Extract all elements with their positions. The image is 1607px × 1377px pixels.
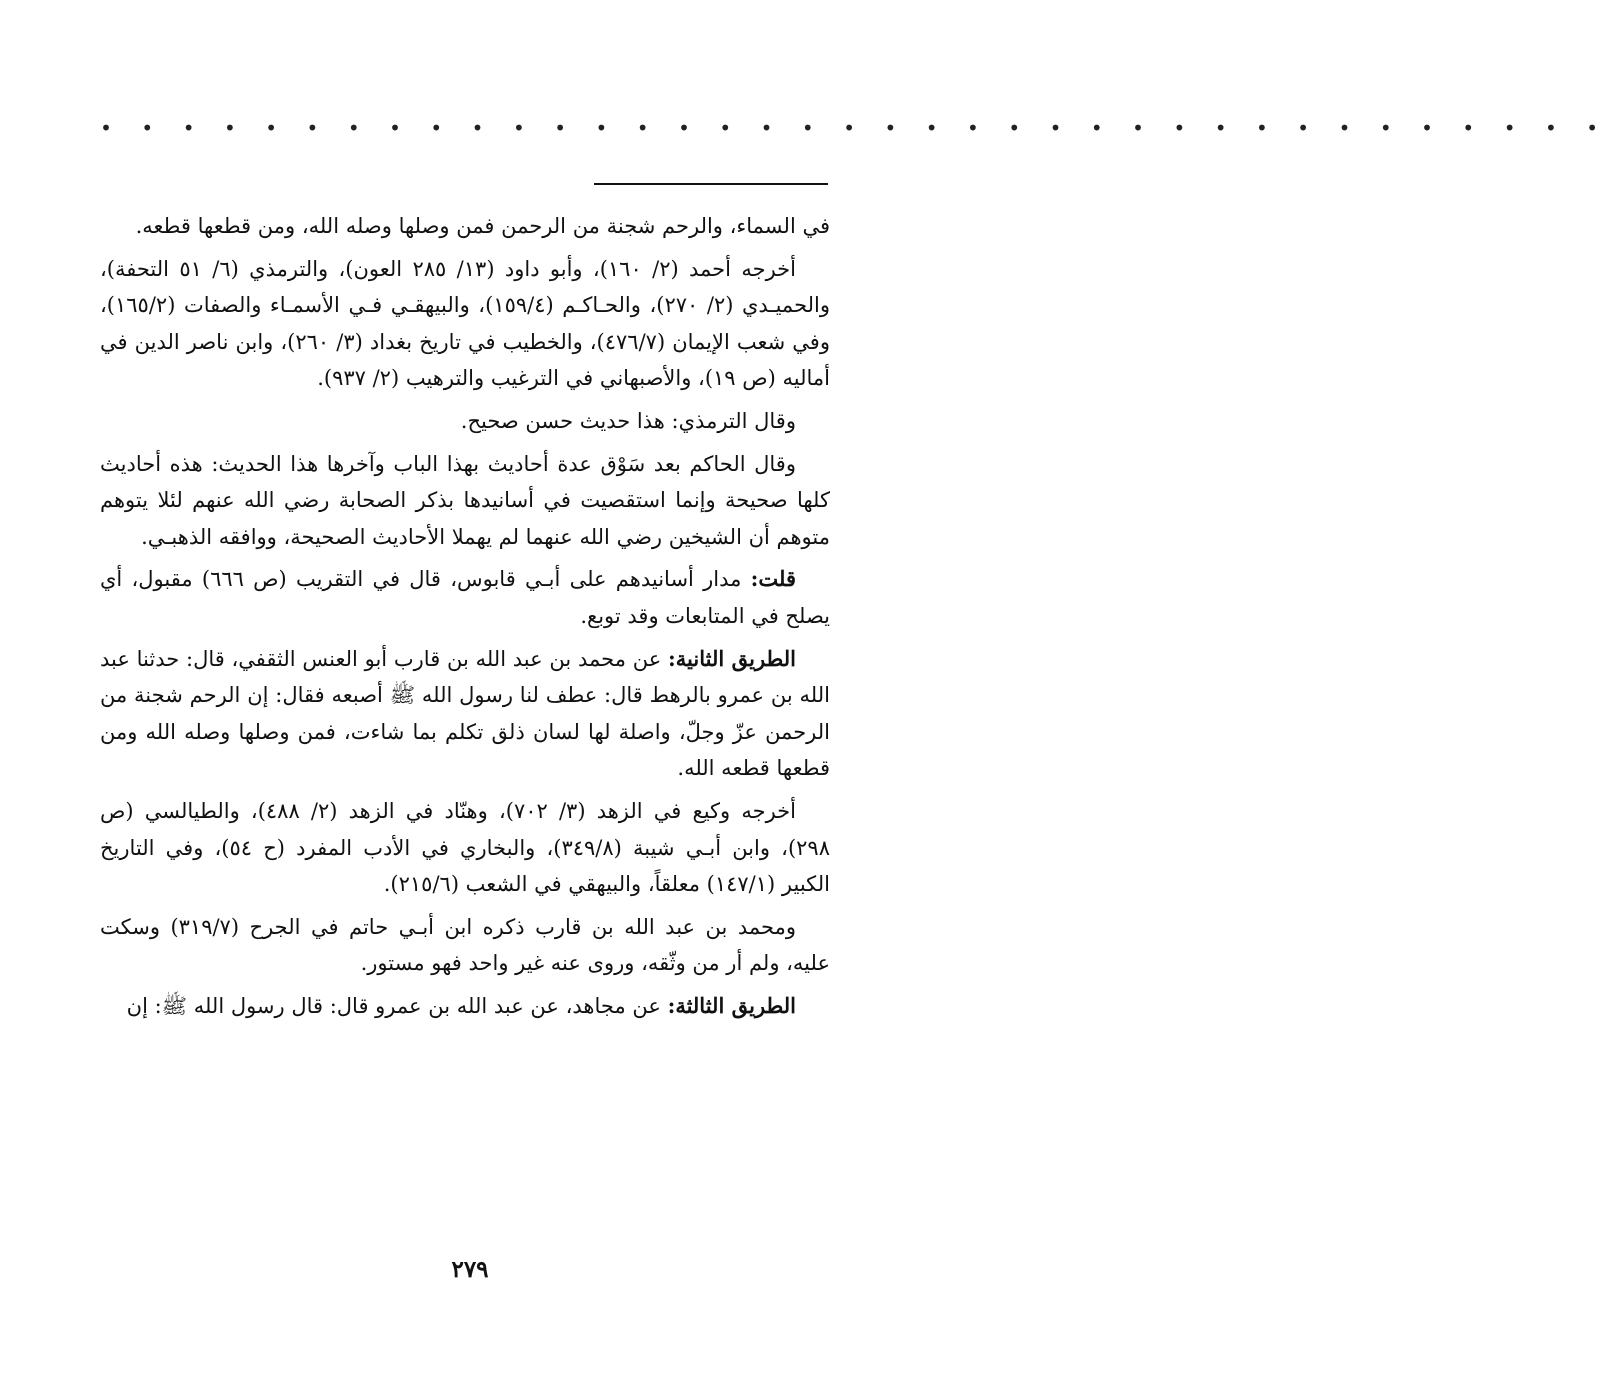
paragraph-lead: قلت: — [750, 566, 796, 592]
paragraph-hakim-verdict — [100, 446, 830, 556]
paragraph-text: وقال الحاكم بعد سَوْق عدة أحاديث بهذا الباب وآخرها هذا الحديث: هذه أحاديث كلها صحيحة وإنما استقصيت في أسانيدها بذكر الصحابة رضي الله عنهم لئلا يتوهم متوهم أن الشيخين رضي الله عنهما لم يهملا الأحاديث الصحيحة، ووافقه الذهبـي. — [100, 451, 830, 549]
paragraph-text: أخرجه وكيع في الزهد (٣/ ٧٠٢)، وهنّاد في الزهد (٢/ ٤٨٨)، والطيالسي (ص ٢٩٨)، وابن أبـي شيبة (٣٤٩/٨)، والبخاري في الأدب المفرد (ح ٥٤)، وفي التاريخ الكبير (١٤٧/١) معلقاً، والبيهقي في الشعب (٢١٥/٦). — [100, 798, 830, 897]
paragraph-lead: الطريق الثالثة: — [667, 992, 796, 1018]
paragraph-takhrij-1 — [100, 251, 830, 397]
paragraph-second-route — [100, 641, 830, 787]
paragraph-text: عن مجاهد، عن عبد الله بن عمرو قال: قال رسول الله ﷺ: إن — [126, 993, 668, 1018]
paragraph-lead: الطريق الثانية: — [668, 645, 796, 671]
paragraph-third-route — [100, 988, 830, 1025]
paragraph-text: في السماء، والرحم شجنة من الرحمن فمن وصلها وصله الله، ومن قطعها قطعه. — [135, 214, 830, 238]
paragraph-text: وقال الترمذي: هذا حديث حسن صحيح. — [460, 408, 796, 433]
paragraph-narrator-note — [100, 909, 830, 982]
page-number: ٢٧٩ — [451, 1256, 489, 1283]
footnote-rule — [594, 183, 828, 185]
paragraph-text: مدار أسانيدهم على أبـي قابوس، قال في التقريب (ص ٦٦٦) مقبول، أي يصلح في المتابعات وقد توبع. — [100, 567, 830, 628]
paragraph-text: عن محمد بن عبد الله بن قارب أبو العنس الثقفي، قال: حدثنا عبد الله بن عمرو بالرهط قال: عطف لنا رسول الله ﷺ أصبعه فقال: إن الرحم شجنة من الرحمن عزّ وجلّ، واصلة لها لسان ذلق تكلم بما شاءت، فمن وصلها وصله الله ومن قطعها قطعه الله. — [100, 646, 830, 781]
paragraph-hadith-ending — [100, 208, 830, 245]
paragraph-author-note — [100, 561, 830, 634]
paragraph-tirmidhi-verdict — [100, 403, 830, 440]
dotted-separator: • • • • • • • • • • • • • • • • • • • • • • • • • • • • • • • • • • • • • — [100, 116, 1607, 140]
page-body — [100, 208, 830, 1030]
paragraph-text: أخرجه أحمد (٢/ ١٦٠)، وأبو داود (١٣/ ٢٨٥ العون)، والترمذي (٦/ ٥١ التحفة)، والحميـدي (٢/ ٢٧٠)، والحـاكـم (١٥٩/٤)، والبيهقـي فـي الأسمـاء والصفات (١٦٥/٢)، وفي شعب الإيمان (٤٧٦/٧)، والخطيب في تاريخ بغداد (٣/ ٢٦٠)، وابن ناصر الدين في أماليه (ص ١٩)، والأصبهاني في الترغيب والترهيب (٢/ ٩٣٧). — [100, 256, 831, 391]
paragraph-text: ومحمد بن عبد الله بن قارب ذكره ابن أبـي حاتم في الجرح (٣١٩/٧) وسكت عليه، ولم أر من وثّقه، وروى عنه غير واحد فهو مستور. — [100, 914, 830, 976]
paragraph-takhrij-2 — [100, 793, 830, 903]
